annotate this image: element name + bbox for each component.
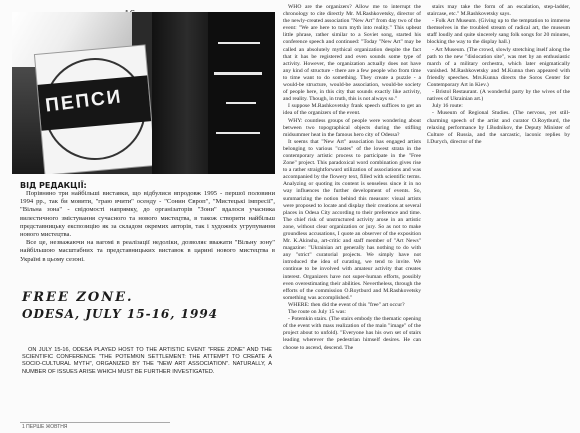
footer-text: 1 ПЕРШЕ ЖОВТНЯ (22, 424, 68, 430)
article-paragraph: WHERE: then did the event of this "free" art occur? (288, 301, 405, 308)
editorial-body (20, 190, 275, 264)
article-paragraph: WHY: countless groups of people were wondering about between two topographical objects during the stifling midsummer heat in the famous hero city of Odessa? (283, 117, 421, 138)
article-paragraph: The route on July 15 was: (288, 309, 346, 316)
article-paragraph: WHO are the organizers? Allow me to interrupt the chronology to cite directly Mr. M.Rashkovetsky, director of the newly-created association "New Art" from day two of the event: "We are here to turn myth into reality." This upbeat little phrase, rather similar to a Soviet song, started his conference speech and continued: "Today "New Art" may be called an absolutely mythical organization despite the fact that it has be registered and even sounds some type of activity. However, the organization actually does not have any kind of structure - there are a few people who from time to time want to do something. They create a puzzle - a would-be structure, would-be association, would-be society of people here, in this city that sounds exactly like activity, and reality. Though, in truth, this is not always so." (283, 4, 421, 103)
editorial-heading: ВІД РЕДАКЦІЇ: (20, 181, 87, 190)
article-paragraph: - Folk Art Museum. (Giving up to the temptation to immerse themselves in the troubled stream of radical art, the museum staff loudly and quite sincerely sang folk songs for 20 minutes, blocking the way to the display hall.) (427, 18, 570, 46)
photo-artwork (208, 12, 275, 174)
article-paragraph: - Potemkin stairs. (The stairs embody the thematic opening of the event with mass realization of the main "image" of the project about to unfold). "Everyone has his own set of stairs leading wherever the pedestrian himself desires. He can choose to ascend, descend. The (283, 316, 421, 351)
pepsi-art-photo (12, 12, 275, 174)
editorial-paragraph: Все це, незважаючи на вагомі в реалізації недоліки, дозволяє вважати "Вільну зону" найбільшою масштабних та представницьких виставок в царині нового мистецтва в Україні в цьому сезоні. (20, 239, 275, 263)
article-paragraph: July 16 route: (432, 103, 463, 110)
article-paragraph: - Bristol Restaurant. (A wonderful party by the wives of the natives of Ukrainian art.) (427, 89, 570, 103)
article-paragraph: I suppose M.Rashkovetsky frank speech suffices to get an idea of the organizers of the event. (283, 103, 421, 117)
article-column-2 (427, 4, 570, 146)
editorial-paragraph: Порівняно три найбільші виставки, що відбулися впродовж 1995 - першої половини 1994 рр., так би мовити, "граю вчити" осенду - "Сонин Європ", "Мистецькі імпресії", "Вільна зона" - свідомості напрямку, до організаторів "Зони" вдалося учасника вилестичного змістування сучасного та нового мистецтва, в також створити найбільш представницьку експозицію як за складом окремих авторів, так і художніх угрупування нового мистецтва. (20, 190, 275, 239)
free-zone-title: FREE ZONE. (22, 290, 134, 305)
free-zone-subtitle: ODESA, JULY 15-16, 1994 (22, 307, 219, 321)
article-paragraph: It seems that "New Art" association has engaged artists belonging to various "castes" of the lowest strata in the contemporary artistic process to participate in the "Free Zone" project. This paradoxical word combination gives rise to a rather straightforward utilization of associations and was accompanied by the flowery text, filled with scientific terms. Analyzing or quoting its content is senseless since it in no way influences the further development of events. So, summarizing the notion behind this measure: visual artists were proposed to locate and display their creations at several places in Odesa City according to their preference and time. The chief risk of unstructured activity arose in an artistic zone, without clear organization or jury. So as not to make groundless accusations, I quote an observer of the exposition Mr. K.Akinsha, art-critic and staff member of "Art News" magazine: "Ukrainian art generally has nothing to do with any "strict" curatorial projects. We simply have not introduced the idea of curating, we tend to invite. We continue to be involved with amateur activity that creates interest. Organizers have not super-human efforts, possibly even overestimating their abilities. Nevertheless, through the efforts of the commission O.Roytburd and M.Rashkovetsky something was accomplished." (283, 138, 421, 301)
article-paragraph: stairs may take the form of an escalation, step-ladder, staircase, etc." M.Rashkovetsky says. (427, 4, 570, 18)
pepsi-poster (35, 45, 155, 174)
article-column-1 (283, 4, 421, 352)
free-zone-lead: ON JULY 15-16, ODESA PLAYED HOST TO THE ARTISTIC EVENT "FREE ZONE" AND THE SCIENTIFIC CONFERENCE "THE POTEMKIN SETTLEMENT: THE ATTEMPT TO CREATE A SOCIO-CULTURAL MYTH", ORGANIZED BY THE "NEW ART ASSOCIATION". NATURALLY, A NUMBER OF ISSUES ARISE WHICH MUST BE FURTHER INVESTIGATED. (22, 347, 272, 375)
footer-rule (20, 422, 170, 423)
article-paragraph: - Museum of Regional Studies. (The nervous, yet still-charming speech of the artist and curator O.Roytburd, the relaxing performance by I.Budnikov, the Deputy Minister of Culture of Russia, and the sarcastic, laconic replies by I.Durych, director of the (427, 110, 570, 145)
article-paragraph: - Art Museum. (The crowd, slowly stretching itself along the path to the new "dislocation site", was met by an enthusiastic march of a military orchestra, which later enigmatically vanished. M.Rashkovetsky and M.Kunna then appeared with friendly speeches. Mrs.Kunna directs the Soros Center for Contemporary Art in Kiev.) (427, 46, 570, 89)
poster-text: ПЕПСИ (44, 86, 124, 117)
